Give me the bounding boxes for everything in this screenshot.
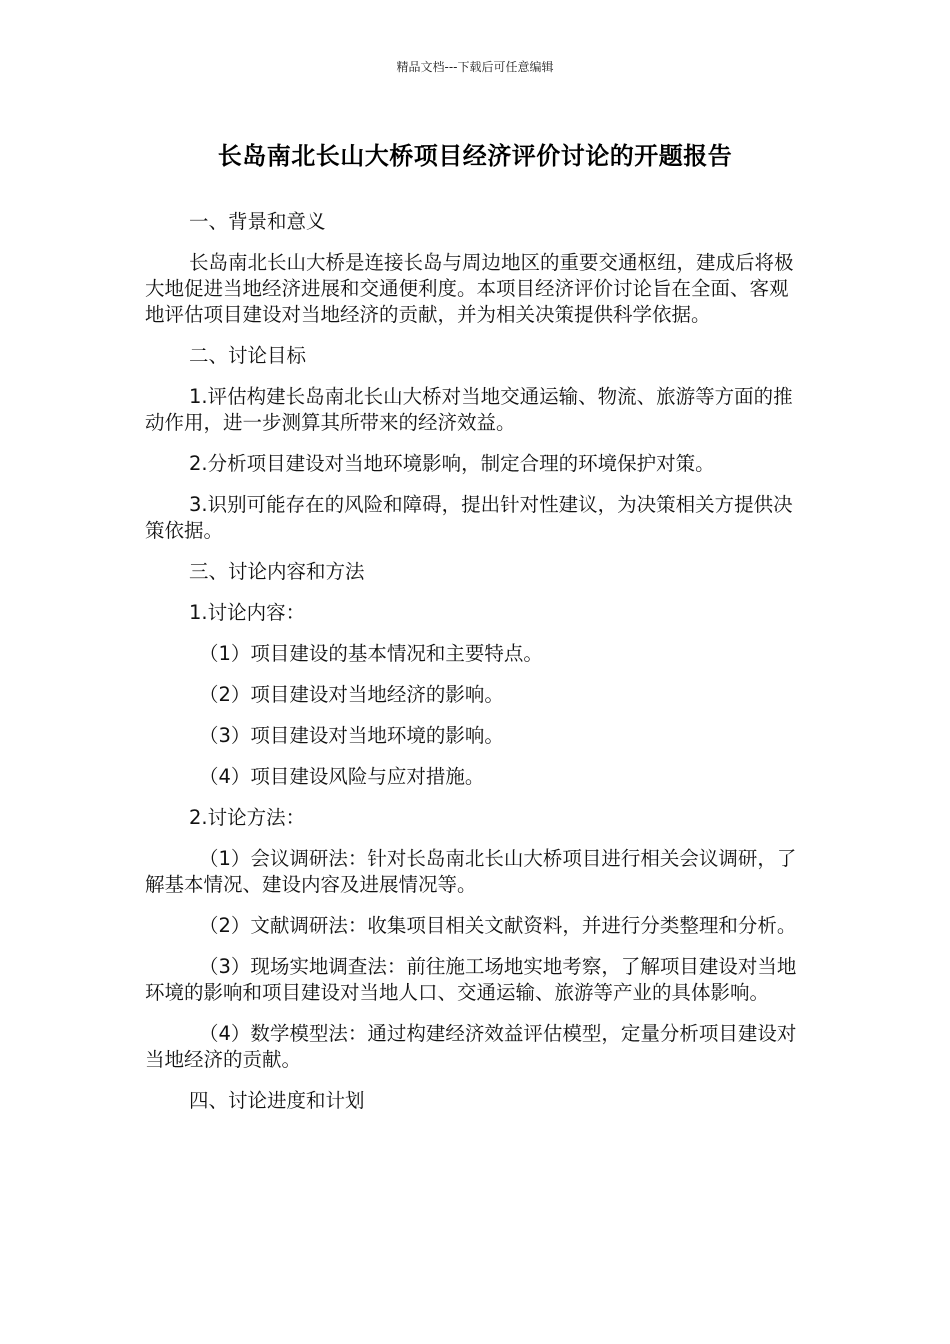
list-item: （2）文献调研法：收集项目相关文献资料，并进行分类整理和分析。 [199, 914, 797, 937]
list-item: （3）项目建设对当地环境的影响。 [199, 724, 504, 747]
list-item: （4）数学模型法：通过构建经济效益评估模型，定量分析项目建设对当地经济的贡献。 [145, 1022, 797, 1071]
list-item: （2）项目建设对当地经济的影响。 [199, 683, 504, 706]
section-heading: 一、背景和意义 [189, 210, 326, 233]
paragraph: 2.讨论方法： [189, 806, 306, 829]
list-item: （1）会议调研法：针对长岛南北长山大桥项目进行相关会议调研，了解基本情况、建设内容及进展情况等。 [145, 847, 797, 896]
list-item: （4）项目建设风险与应对措施。 [199, 765, 485, 788]
section-heading: 二、讨论目标 [189, 344, 307, 367]
paragraph: 3.识别可能存在的风险和障碍，提出针对性建议，为决策相关方提供决策依据。 [145, 493, 793, 542]
paragraph: 1.评估构建长岛南北长山大桥对当地交通运输、物流、旅游等方面的推动作用，进一步测算其所带来的经济效益。 [145, 385, 793, 434]
paragraph: 1.讨论内容： [189, 601, 306, 624]
paragraph: 长岛南北长山大桥是连接长岛与周边地区的重要交通枢纽，建成后将极大地促进当地经济进展和交通便利度。本项目经济评价讨论旨在全面、客观地评估项目建设对当地经济的贡献，并为相关决策提供科学依据。 [145, 251, 794, 326]
list-item: （3）现场实地调查法：前往施工场地实地考察，了解项目建设对当地环境的影响和项目建设对当地人口、交通运输、旅游等产业的具体影响。 [145, 955, 797, 1004]
section-heading: 三、讨论内容和方法 [189, 560, 365, 583]
document-title: 长岛南北长山大桥项目经济评价讨论的开题报告 [217, 142, 733, 170]
section-heading: 四、讨论进度和计划 [189, 1089, 365, 1112]
list-item: （1）项目建设的基本情况和主要特点。 [199, 642, 543, 665]
page-header: 精品文档---下载后可任意编辑 [396, 60, 554, 74]
paragraph: 2.分析项目建设对当地环境影响，制定合理的环境保护对策。 [189, 452, 715, 475]
document-body [145, 209, 805, 1129]
